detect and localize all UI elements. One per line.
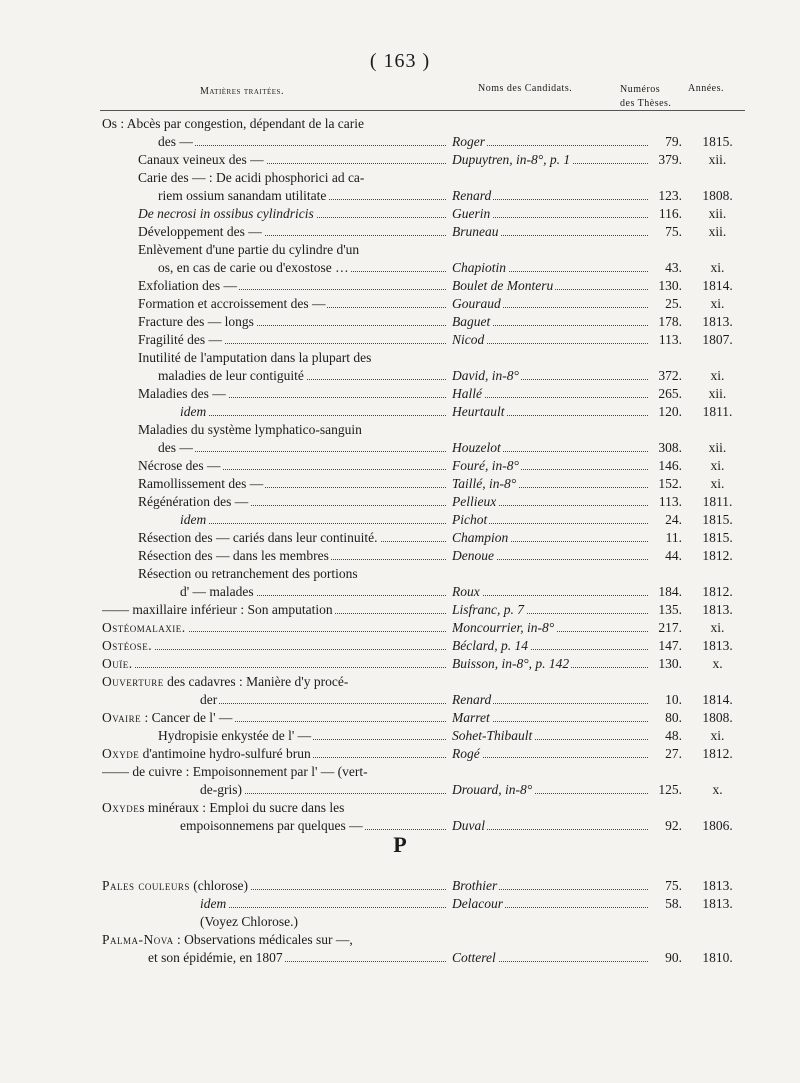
thesis-number: 116. [658,206,682,221]
entry-head-word: Oxyde [102,800,140,815]
entry-text [158,438,445,458]
thesis-year: x. [712,782,723,797]
entry-head-word: Ovaire [102,710,142,725]
entry-o-row [0,654,800,674]
candidate-label: Fouré, in-8° [452,458,519,473]
candidate-label: Houzelot [452,440,501,455]
candidate-label: Rogé [452,746,480,761]
entry-head-word: Pales couleurs [102,878,190,893]
thesis-number: 58. [665,896,682,911]
entry-o-row [0,600,800,620]
entry-text [102,654,445,674]
entry-text [138,294,445,314]
candidate-label: Champion [452,530,509,545]
entry-text [138,348,445,368]
candidate-label: Roger [452,134,485,149]
thesis-number: 75. [665,224,682,239]
thesis-year: 1808. [702,710,733,725]
candidate-label: Buisson, in-8°, p. 142 [452,656,570,671]
candidate-name [452,186,648,206]
thesis-year: 1806. [702,818,733,833]
thesis-year: 1812. [702,746,733,761]
header-matieres: Matières traitées. [200,86,284,97]
candidate-name [452,744,648,764]
thesis-number: 146. [658,458,682,473]
entry-o-row [0,744,800,764]
candidate-label: Bruneau [452,224,499,239]
thesis-year: xii. [708,224,727,239]
entry-o-row [0,618,800,638]
entry-o-row [0,546,800,566]
entry-text [180,582,445,602]
entry-text [102,876,445,896]
entry-label: Palma-Nova : Observations médicales sur —, [102,932,353,947]
candidate-label: Taillé, in-8° [452,476,517,491]
thesis-number: 27. [665,746,682,761]
entry-text [102,600,445,620]
entry-text [102,618,445,638]
entry-label: des — [158,134,193,149]
candidate-name [452,492,648,512]
thesis-year: xii. [708,152,727,167]
entry-o-row [0,114,800,134]
entry-text [138,330,445,350]
thesis-number: 90. [665,950,682,965]
candidate-name [452,780,648,800]
entry-o-row [0,366,800,386]
candidate-label: Baguet [452,314,491,329]
thesis-year: 1815. [702,512,733,527]
entry-label: Fragilité des — [138,332,222,347]
entry-o-row [0,690,800,710]
candidate-label: Hallé [452,386,482,401]
entry-o-row [0,636,800,656]
candidate-name [452,600,648,620]
entry-o-row [0,168,800,188]
candidate-label: Lisfranc, p. 7 [452,602,525,617]
entry-o-row [0,276,800,296]
entry-o-row [0,402,800,422]
entry-o-row [0,330,800,350]
thesis-year: xii. [708,386,727,401]
header-theses-label: des Thèses. [620,98,672,109]
candidate-name [452,690,648,710]
entry-label: Ouverture des cadavres : Manière d'y procé- [102,674,349,689]
candidate-name [452,510,648,530]
thesis-number: 152. [658,476,682,491]
entry-o-row [0,348,800,368]
candidate-label: Dupuytren, in-8°, p. 1 [452,152,571,167]
entry-label: idem [180,404,207,419]
thesis-number: 123. [658,188,682,203]
header-rule [100,110,745,111]
entry-text [200,912,445,932]
entry-text [138,564,445,584]
entry-text [102,762,445,782]
entry-o-row [0,582,800,602]
entry-text [158,366,445,386]
entry-text [138,150,445,170]
thesis-year: 1815. [702,134,733,149]
entry-label: —— maxillaire inférieur : Son amputation [102,602,333,617]
thesis-year: xi. [710,620,725,635]
thesis-year: xi. [710,458,725,473]
entry-head-word: Ouïe. [102,656,133,671]
thesis-number: 184. [658,584,682,599]
entry-o-row [0,204,800,224]
entry-o-row [0,150,800,170]
header-candidats: Noms des Candidats. [478,83,573,94]
entry-label: —— de cuivre : Empoisonnement par l' — (vert- [102,764,368,779]
candidate-name [452,438,648,458]
entry-p-row [0,912,800,932]
candidate-name [452,474,648,494]
entry-label: Résection des — cariés dans leur continuité. [138,530,378,545]
entry-label: Enlèvement d'une partie du cylindre d'un [138,242,360,257]
thesis-number: 178. [658,314,682,329]
thesis-number: 147. [658,638,682,653]
entry-o-row [0,384,800,404]
entry-label: Canaux veineux des — [138,152,264,167]
thesis-number: 265. [658,386,682,401]
entry-text [138,168,445,188]
thesis-number: 11. [665,530,682,545]
thesis-year: 1808. [702,188,733,203]
entry-text [158,186,445,206]
candidate-name [452,222,648,242]
entry-label: os, en cas de carie ou d'exostose … [158,260,349,275]
candidate-label: Moncourrier, in-8° [452,620,555,635]
entry-label: Os : Abcès par congestion, dépendant de la carie [102,116,365,131]
thesis-number: 130. [658,278,682,293]
candidate-label: Renard [452,188,492,203]
thesis-year: 1813. [702,896,733,911]
entry-text [102,744,445,764]
entry-text [102,114,445,134]
thesis-year: 1811. [702,404,733,419]
thesis-year: 1813. [702,602,733,617]
candidate-label: Drouard, in-8° [452,782,533,797]
thesis-number: 217. [658,620,682,635]
candidate-label: Sohet-Thibault [452,728,533,743]
entry-label [102,638,154,653]
entry-label: Résection ou retranchement des portions [138,566,358,581]
candidate-label: Pichot [452,512,488,527]
candidate-name [452,726,648,746]
entry-o-row [0,672,800,692]
thesis-number: 379. [658,152,682,167]
candidate-label: Chapiotin [452,260,507,275]
entry-o-row [0,312,800,332]
entry-text [138,222,445,242]
entry-text [200,780,445,800]
entry-text [180,402,445,422]
candidate-label: Marret [452,710,490,725]
entry-text [138,204,445,224]
entry-text [138,492,445,512]
thesis-number: 43. [665,260,682,275]
entry-text [138,528,445,548]
section-letter: P [393,832,407,857]
candidate-label: Delacour [452,896,503,911]
candidate-name [452,456,648,476]
candidate-label: Gouraud [452,296,501,311]
entry-label: Régénération des — [138,494,249,509]
entry-text [158,726,445,746]
candidate-label: Cotterel [452,950,496,965]
entry-label: idem [180,512,207,527]
entry-o-row [0,258,800,278]
candidate-label: Renard [452,692,492,707]
candidate-name [452,894,648,914]
entry-label: riem ossium sanandam utilitate [158,188,327,203]
header-numeros [620,83,671,111]
entry-label: Carie des — : De acidi phosphorici ad ca- [138,170,365,185]
entry-text [138,276,445,296]
entry-text [200,894,445,914]
entry-label: Ovaire : Cancer de l' — [102,710,233,725]
entry-label: De necrosi in ossibus cylindricis [138,206,314,221]
entry-label: Formation et accroissement des — [138,296,326,311]
thesis-number: 25. [665,296,682,311]
thesis-number: 113. [658,332,682,347]
thesis-year: xii. [708,440,727,455]
candidate-label: Denoue [452,548,494,563]
entry-o-row [0,564,800,584]
candidate-label: Nicod [452,332,485,347]
thesis-year: x. [712,656,723,671]
entry-label [102,620,188,635]
entry-o-row [0,132,800,152]
candidate-name [452,330,648,350]
thesis-number: 135. [658,602,682,617]
candidate-name [452,876,648,896]
entry-text [180,510,445,530]
thesis-year: 1807. [702,332,733,347]
thesis-year: 1813. [702,638,733,653]
entry-label: (Voyez Chlorose.) [200,914,298,929]
entry-label: Maladies du système lymphatico-sanguin [138,422,362,437]
entry-o-row [0,708,800,728]
candidate-name [452,636,648,656]
thesis-number: 92. [665,818,682,833]
entry-label: Maladies des — [138,386,226,401]
thesis-year: xii. [708,206,727,221]
candidate-name [452,582,648,602]
candidate-name [452,528,648,548]
candidate-name [452,204,648,224]
entry-label [102,656,135,671]
candidate-label: Duval [452,818,485,833]
thesis-year: xi. [710,368,725,383]
candidate-name [452,312,648,332]
entry-label: Hydropisie enkystée de l' — [158,728,312,743]
thesis-year: xi. [710,728,725,743]
entry-o-row [0,420,800,440]
entry-text [138,546,445,566]
entry-label: idem [200,896,227,911]
entry-label: de-gris) [200,782,242,797]
entry-head-word: Palma-Nova [102,932,174,947]
entry-head-word: Ouverture [102,674,164,689]
entry-label: Oxydes minéraux : Emploi du sucre dans les [102,800,345,815]
thesis-number: 372. [658,368,682,383]
entry-label: Développement des — [138,224,262,239]
entry-text [158,132,445,152]
thesis-number: 10. [665,692,682,707]
candidate-label: Béclard, p. 14 [452,638,528,653]
entry-head-word: Ostéose. [102,638,153,653]
entry-head-word: Ostéomalaxie. [102,620,186,635]
header-annees: Années. [688,83,724,94]
candidate-label: David, in-8° [452,368,519,383]
thesis-year: 1815. [702,530,733,545]
candidate-label: Roux [452,584,480,599]
page-number: ( 163 ) [369,50,431,72]
candidate-name [452,294,648,314]
entry-text [102,930,445,950]
entry-label: Pales couleurs (chlorose) [102,878,248,893]
entry-o-row [0,240,800,260]
thesis-year: 1812. [702,584,733,599]
thesis-year: xi. [710,260,725,275]
entry-label: empoisonnemens par quelques — [180,818,363,833]
entry-text [138,456,445,476]
entry-label: d' — malades [180,584,254,599]
thesis-number: 125. [658,782,682,797]
thesis-year: 1814. [702,278,733,293]
thesis-number: 79. [665,134,682,149]
thesis-number: 130. [658,656,682,671]
candidate-label: Pellieux [452,494,497,509]
entry-o-row [0,294,800,314]
entry-o-row [0,474,800,494]
entry-o-row [0,726,800,746]
entry-o-row [0,528,800,548]
entry-text [102,708,445,728]
candidate-name [452,366,648,386]
entry-text [138,474,445,494]
candidate-label: Boulet de Monteru [452,278,554,293]
entry-p-row [0,894,800,914]
entry-o-row [0,780,800,800]
thesis-number: 80. [665,710,682,725]
entry-label: Inutilité de l'amputation dans la plupart des [138,350,372,365]
entry-o-row [0,492,800,512]
thesis-year: xi. [710,296,725,311]
entry-o-row [0,456,800,476]
entry-label: Fracture des — longs [138,314,254,329]
entry-text [138,384,445,404]
thesis-number: 24. [665,512,682,527]
entry-text [200,690,445,710]
candidate-name [452,132,648,152]
entry-p-row [0,930,800,950]
thesis-number: 120. [658,404,682,419]
entry-label: et son épidémie, en 1807 [148,950,283,965]
thesis-year: xi. [710,476,725,491]
thesis-year: 1813. [702,878,733,893]
candidate-name [452,618,648,638]
candidate-name [452,150,648,170]
candidate-name [452,546,648,566]
entry-label: Exfoliation des — [138,278,237,293]
thesis-number: 44. [665,548,682,563]
entry-p-row [0,876,800,896]
header-numeros-label: Numéros [620,84,661,95]
entry-label: maladies de leur contiguité [158,368,304,383]
thesis-number: 113. [658,494,682,509]
entry-label: Nécrose des — [138,458,221,473]
entry-o-row [0,186,800,206]
entry-label: der [200,692,218,707]
entry-head-word: Oxyde [102,746,140,761]
candidate-name [452,948,648,968]
thesis-year: 1811. [702,494,733,509]
entry-label: Oxyde d'antimoine hydro-sulfuré brun [102,746,311,761]
candidate-label: Brothier [452,878,498,893]
thesis-number: 75. [665,878,682,893]
entry-o-row [0,798,800,818]
entry-o-row [0,510,800,530]
entry-label: des — [158,440,193,455]
entry-o-row [0,438,800,458]
entry-text [138,312,445,332]
candidate-name [452,708,648,728]
candidate-name [452,276,648,296]
entry-label: Ramollissement des — [138,476,264,491]
entry-label: Résection des — dans les membres [138,548,329,563]
thesis-year: 1814. [702,692,733,707]
entry-text [102,672,445,692]
thesis-year: 1812. [702,548,733,563]
candidate-name [452,258,648,278]
thesis-number: 308. [658,440,682,455]
candidate-name [452,384,648,404]
candidate-label: Guerin [452,206,491,221]
entry-text [138,420,445,440]
candidate-label: Heurtault [452,404,505,419]
entry-text [148,948,445,968]
thesis-year: 1810. [702,950,733,965]
entry-text [138,240,445,260]
entry-text [158,258,445,278]
entry-text [102,636,445,656]
entry-text [102,798,445,818]
candidate-name [452,654,648,674]
entry-o-row [0,762,800,782]
entry-p-row [0,948,800,968]
entry-o-row [0,222,800,242]
thesis-year: 1813. [702,314,733,329]
thesis-number: 48. [665,728,682,743]
candidate-name [452,402,648,422]
